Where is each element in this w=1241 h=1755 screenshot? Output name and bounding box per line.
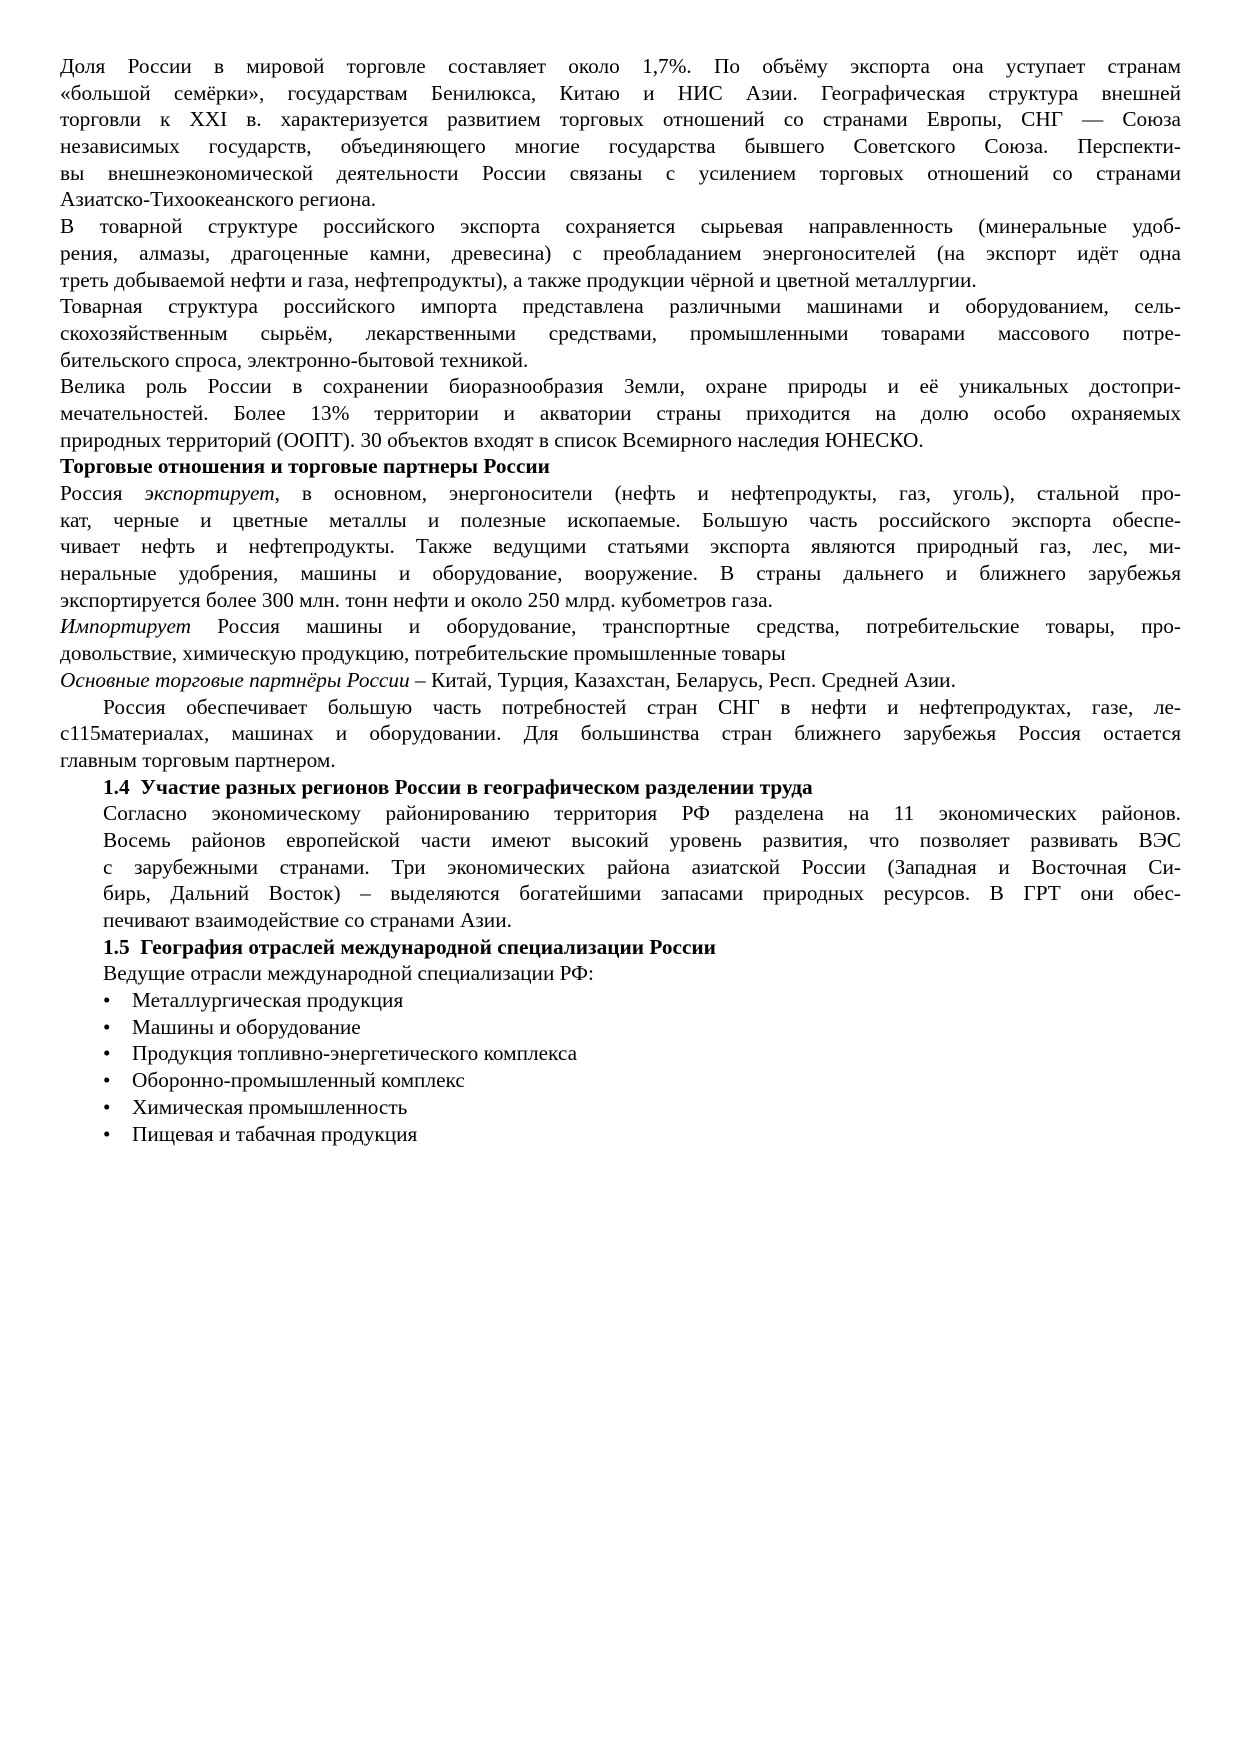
text-line: Согласно экономическому районированию территория РФ разделена на 11 экономических районов. [103,801,1181,826]
text-run: , в основном, энергоносители (нефть и нефтепродукты, газ, уголь), стальной про- [274,481,1181,505]
text-line: Россия обеспечивает большую часть потребностей стран СНГ в нефти и нефтепродуктах, газе, ле- [103,694,1181,719]
text-line: Доля России в мировой торговле составляет около 1,7%. По объёму экспорта она уступает странам [60,54,1181,78]
text-line: печивают взаимодействие со странами Азии. [103,908,512,932]
list-item-text: Продукция топливно-энергетического комплекса [132,1041,578,1066]
text-line: Азиатско-Тихоокеанского региона. [60,187,377,212]
section-heading-1-4 [60,774,1181,801]
paragraph-import-structure [60,293,1181,373]
list-item-text: Пищевая и табачная продукция [132,1121,418,1146]
text-line [60,480,1181,507]
bullet-icon: • [103,1041,111,1066]
text-line: треть добываемой нефти и газа, нефтепродукты), а также продукции чёрной и цветной металлургии. [60,267,977,292]
text-line: рения, алмазы, драгоценные камни, древесина) с преобладанием энергоносителей (на экспорт идёт одна [60,240,1181,265]
paragraph-exports [60,480,1181,613]
paragraph-export-structure [60,213,1181,293]
list-item-text: Оборонно-промышленный комплекс [132,1068,465,1093]
text-line: довольствие, химическую продукцию, потребительские промышленные товары [60,641,786,666]
italic-term-partners: Основные торговые партнёры России [60,667,410,692]
text-line: В товарной структуре российского экспорта сохраняется сырьевая направленность (минеральные удоб- [60,214,1181,239]
italic-term-exports: экспортирует [144,481,275,505]
document-page [60,53,1181,1147]
section-title: Участие разных регионов России в географическом разделении труда [140,774,813,799]
text-line: вы внешнеэкономической деятельности России связаны с усилением торговых отношений со странами [60,160,1181,185]
section-1-5-intro: Ведущие отрасли международной специализации РФ: [103,961,594,986]
specialization-list [60,987,1181,1147]
paragraph-biodiversity [60,373,1181,453]
heading-trade-partners: Торговые отношения и торговые партнеры России [60,454,550,479]
section-title: География отраслей международной специализации России [140,934,716,959]
bullet-icon: • [103,1014,111,1039]
section-number: 1.5 [103,934,130,959]
paragraph-trade-share [60,53,1181,213]
text-line: торговли к XXI в. характеризуется развитием торговых отношений со странами Европы, СНГ — Союза [60,107,1181,132]
text-line: Товарная структура российского импорта представлена различными машинами и оборудованием, сель- [60,294,1181,319]
text-line: главным торговым партнером. [60,747,336,772]
bullet-icon: • [103,1121,111,1146]
bullet-icon: • [103,988,111,1013]
text-line: бительского спроса, электронно-бытовой техникой. [60,347,529,372]
bullet-icon: • [103,1068,111,1093]
section-number: 1.4 [103,774,130,799]
list-item-text: Металлургическая продукция [132,988,404,1013]
text-line: с зарубежными странами. Три экономических района азиатской России (Западная и Восточная Си- [103,854,1181,879]
list-item [60,1067,1181,1094]
text-line: Восемь районов европейской части имеют высокий уровень развития, что позволяет развивать ВЭС [103,827,1181,852]
bullet-icon: • [103,1094,111,1119]
list-item [60,1014,1181,1041]
italic-term-imports: Импортирует [60,614,192,639]
section-1-4-body [60,800,1181,933]
paragraph-cis-supply [60,694,1181,774]
text-line [60,613,1181,640]
text-run: Россия [60,481,145,505]
text-line: скохозяйственным сырьём, лекарственными средствами, промышленными товарами массового потре- [60,320,1181,345]
paragraph-trade-partners [60,667,1181,694]
list-item [60,1094,1181,1121]
text-line: мечательностей. Более 13% территории и акватории страны приходится на долю особо охраняемых [60,400,1181,425]
section-heading-1-5 [60,934,1181,961]
text-line: независимых государств, объединяющего многие государства бывшего Советского Союза. Перспекти- [60,134,1181,159]
text-line: Велика роль России в сохранении биоразнообразия Земли, охране природы и её уникальных достопри- [60,374,1181,399]
text-line: экспортируется более 300 млн. тонн нефти и около 250 млрд. кубометров газа. [60,587,773,612]
text-line: кат, черные и цветные металлы и полезные ископаемые. Большую часть российского экспорта обеспе- [60,507,1181,532]
paragraph-imports [60,613,1181,666]
text-line: неральные удобрения, машины и оборудование, вооружение. В страны дальнего и ближнего зарубежья [60,561,1181,586]
text-run: Россия машины и оборудование, транспортные средства, потребительские товары, про- [191,614,1181,639]
text-line: с115материалах, машинах и оборудовании. Для большинства стран ближнего зарубежья Россия остается [60,721,1181,746]
list-item [60,987,1181,1014]
list-item [60,1121,1181,1148]
text-run: – Китай, Турция, Казахстан, Беларусь, Респ. Средней Азии. [409,667,956,692]
list-item-text: Химическая промышленность [132,1094,408,1119]
text-line: бирь, Дальний Восток) – выделяются богатейшими запасами природных ресурсов. В ГРТ они обес- [103,881,1181,906]
text-line: природных территорий (ООПТ). 30 объектов входят в список Всемирного наследия ЮНЕСКО. [60,427,924,452]
list-item [60,1040,1181,1067]
list-item-text: Машины и оборудование [132,1014,361,1039]
text-line: «большой семёрки», государствам Бенилюкса, Китаю и НИС Азии. Географическая структура внешней [60,80,1181,105]
text-line: чивает нефть и нефтепродукты. Также ведущими статьями экспорта являются природный газ, лес, ми- [60,534,1181,559]
